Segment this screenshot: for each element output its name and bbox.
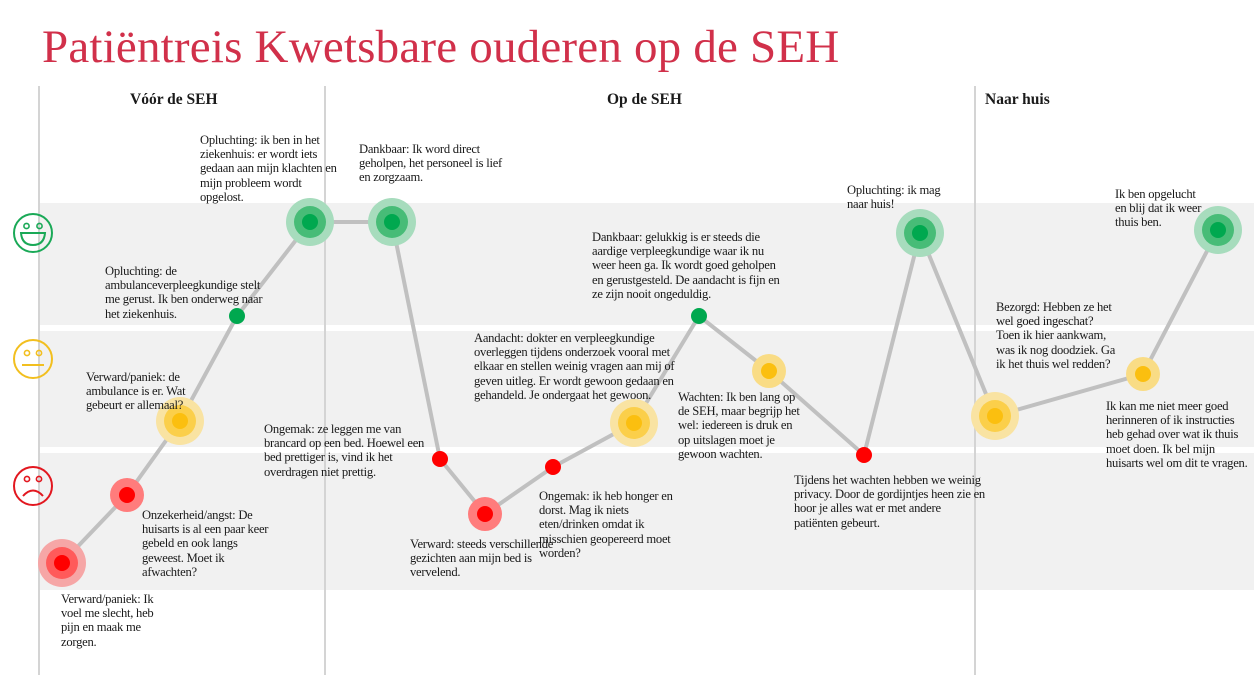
touchpoint-label-4: Opluchting: de ambulanceverpleegkundige stelt me gerust. Ik ben onderweg naar het ziekenhuis. bbox=[105, 264, 263, 321]
touchpoint-node-10[interactable] bbox=[610, 399, 658, 447]
touchpoint-label-8: Verward: steeds verschillende gezichten aan mijn bed is vervelend. bbox=[410, 537, 554, 580]
touchpoint-label-14: Opluchting: ik mag naar huis! bbox=[847, 183, 941, 212]
touchpoint-node-12[interactable] bbox=[752, 354, 786, 388]
touchpoint-label-7: Ongemak: ze leggen me van brancard op een bed. Hoewel een bed prettiger is, vind ik het overdragen niet prettig. bbox=[264, 422, 425, 479]
touchpoint-node-14[interactable] bbox=[896, 209, 944, 257]
touchpoint-node-9[interactable] bbox=[545, 459, 561, 475]
touchpoint-label-1: Verward/paniek: Ik voel me slecht, heb pijn en maak me zorgen. bbox=[61, 592, 154, 649]
page-title: Patiëntreis Kwetsbare ouderen op de SEH bbox=[42, 21, 840, 73]
touchpoint-label-5: Opluchting: ik ben in het ziekenhuis: er wordt iets gedaan aan mijn klachten en mijn probleem wordt opgelost. bbox=[200, 133, 337, 204]
touchpoint-label-3: Verward/paniek: de ambulance is er. Wat gebeurt er allemaal? bbox=[86, 370, 186, 413]
touchpoint-label-16: Ik kan me niet meer goed herinneren of ik instructies heb gehad over wat ik thuis moet doen. Ik bel mijn huisarts wel om dit te vragen. bbox=[1106, 399, 1248, 470]
touchpoint-node-5[interactable] bbox=[286, 198, 334, 246]
touchpoint-label-17: Ik ben opgelucht en blij dat ik weer thuis ben. bbox=[1115, 187, 1202, 230]
touchpoint-label-12: Wachten: Ik ben lang op de SEH, maar begrijp het wel: iedereen is druk en op uitslagen moet je gewoon wachten. bbox=[678, 390, 800, 461]
touchpoint-label-10: Aandacht: dokter en verpleegkundige overleggen tijdens onderzoek vooral met elkaar en stellen weinig vragen aan mij of geven uitleg. Er wordt gewoon gedaan en gehandeld. Je ondergaat het gewoon. bbox=[474, 331, 675, 402]
touchpoint-node-1[interactable] bbox=[38, 539, 86, 587]
touchpoint-label-15: Bezorgd: Hebben ze het wel goed ingeschat? Toen ik hier aankwam, was ik nog doodziek. Ga ik het thuis wel redden? bbox=[996, 300, 1116, 371]
touchpoint-label-11: Dankbaar: gelukkig is er steeds die aardige verpleegkundige waar ik nu weer heen ga. Ik wordt goed geholpen en gerustgesteld. De aandacht is fijn en ze zijn nooit ongeduldig. bbox=[592, 230, 780, 301]
phase-header-during: Op de SEH bbox=[607, 91, 682, 108]
touchpoint-label-9: Ongemak: ik heb honger en dorst. Mag ik niets eten/drinken omdat ik misschien geopereerd moet worden? bbox=[539, 489, 673, 560]
touchpoint-node-2[interactable] bbox=[110, 478, 144, 512]
touchpoint-node-15[interactable] bbox=[971, 392, 1019, 440]
touchpoint-node-8[interactable] bbox=[468, 497, 502, 531]
phase-header-home: Naar huis bbox=[985, 91, 1050, 108]
touchpoint-label-6: Dankbaar: Ik word direct geholpen, het personeel is lief en zorgzaam. bbox=[359, 142, 502, 185]
phase-header-before: Vóór de SEH bbox=[130, 91, 218, 108]
touchpoint-node-11[interactable] bbox=[691, 308, 707, 324]
touchpoint-label-2: Onzekerheid/angst: De huisarts is al een paar keer gebeld en ook langs geweest. Moet ik afwachten? bbox=[142, 508, 269, 579]
touchpoint-label-13: Tijdens het wachten hebben we weinig privacy. Door de gordijntjes heen zie en hoor je alles wat er met andere patiënten gebeurt. bbox=[794, 473, 985, 530]
touchpoint-node-6[interactable] bbox=[368, 198, 416, 246]
touchpoint-node-13[interactable] bbox=[856, 447, 872, 463]
touchpoint-node-16[interactable] bbox=[1126, 357, 1160, 391]
